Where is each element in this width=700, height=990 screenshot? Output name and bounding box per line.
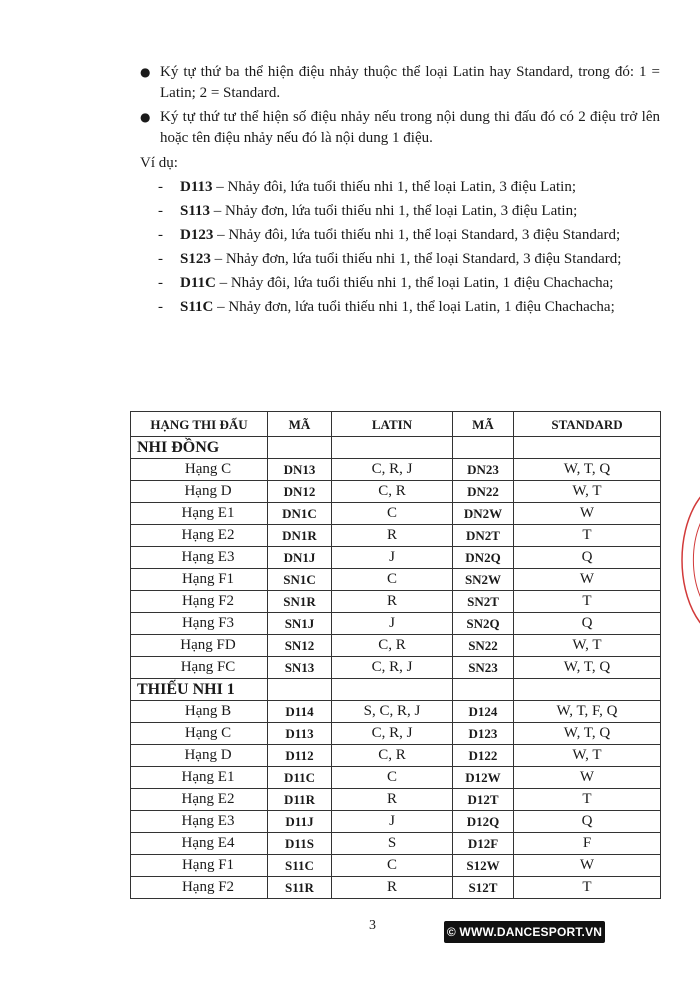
level-cell: Hạng D — [131, 745, 268, 767]
latin-code-cell: SN13 — [268, 657, 332, 679]
table-row — [131, 855, 661, 877]
standard-dances-cell: T — [514, 591, 661, 613]
example-text — [180, 297, 660, 318]
latin-code-cell: SN12 — [268, 635, 332, 657]
example-item — [140, 273, 660, 294]
latin-dances-cell: S, C, R, J — [332, 701, 453, 723]
standard-dances-cell: W, T — [514, 745, 661, 767]
level-cell: Hạng E1 — [131, 503, 268, 525]
standard-code-cell: D12F — [453, 833, 514, 855]
example-text — [180, 225, 660, 246]
standard-dances-cell: W, T — [514, 481, 661, 503]
dash-marker: - — [158, 299, 163, 315]
table-row — [131, 723, 661, 745]
latin-code-cell: D112 — [268, 745, 332, 767]
example-desc: – Nhảy đôi, lứa tuổi thiếu nhi 1, thể loại Latin, 3 điệu Latin; — [212, 179, 576, 195]
latin-dances-cell: C, R — [332, 635, 453, 657]
example-code: S113 — [180, 203, 211, 219]
standard-code-cell: DN2Q — [453, 547, 514, 569]
latin-code-cell: D11C — [268, 767, 332, 789]
standard-code-cell: D12T — [453, 789, 514, 811]
dash-marker: - — [158, 251, 163, 267]
standard-code-cell: DN2T — [453, 525, 514, 547]
empty-cell — [453, 679, 514, 701]
example-desc: – Nhảy đôi, lứa tuổi thiếu nhi 1, thể loại Standard, 3 điệu Standard; — [213, 227, 621, 243]
latin-dances-cell: R — [332, 789, 453, 811]
standard-code-cell: S12T — [453, 877, 514, 899]
example-code: D11C — [180, 275, 216, 291]
empty-cell — [453, 437, 514, 459]
example-list — [140, 177, 660, 318]
standard-dances-cell: W — [514, 855, 661, 877]
standard-dances-cell: Q — [514, 613, 661, 635]
example-code: D123 — [180, 227, 214, 243]
header-category: HẠNG THI ĐẤU — [131, 412, 268, 437]
example-desc: – Nhảy đơn, lứa tuổi thiếu nhi 1, thể loại Latin, 1 điệu Chachacha; — [213, 299, 615, 315]
latin-dances-cell: C — [332, 569, 453, 591]
bullet-item: ● Ký tự thứ tư thể hiện số điệu nhảy nếu trong nội dung thi đấu đó có 2 điệu trở lên hoặc tên điệu nhảy nếu đó là nội dung 1 điệu. — [140, 107, 660, 149]
page-number: 3 — [369, 918, 376, 933]
level-cell: Hạng F2 — [131, 591, 268, 613]
empty-cell — [268, 437, 332, 459]
example-text — [180, 177, 660, 198]
level-cell: Hạng E3 — [131, 547, 268, 569]
example-desc: – Nhảy đôi, lứa tuổi thiếu nhi 1, thể loại Latin, 1 điệu Chachacha; — [215, 275, 614, 291]
standard-dances-cell: W — [514, 503, 661, 525]
intro-section — [140, 62, 660, 318]
latin-dances-cell: C — [332, 855, 453, 877]
level-cell: Hạng E1 — [131, 767, 268, 789]
example-item — [140, 201, 660, 222]
standard-dances-cell: W — [514, 767, 661, 789]
header-standard: STANDARD — [514, 412, 661, 437]
latin-code-cell: SN1C — [268, 569, 332, 591]
bullet-item: ● Ký tự thứ ba thể hiện điệu nhảy thuộc thể loại Latin hay Standard, trong đó: 1 = Latin; 2 = Standard. — [140, 62, 660, 104]
table-row — [131, 481, 661, 503]
level-cell: Hạng B — [131, 701, 268, 723]
table-row — [131, 767, 661, 789]
level-cell: Hạng F3 — [131, 613, 268, 635]
latin-dances-cell: J — [332, 811, 453, 833]
latin-dances-cell: R — [332, 525, 453, 547]
standard-dances-cell: Q — [514, 547, 661, 569]
standard-dances-cell: W, T, Q — [514, 459, 661, 481]
standard-code-cell: D123 — [453, 723, 514, 745]
table-row — [131, 635, 661, 657]
level-cell: Hạng D — [131, 481, 268, 503]
empty-cell — [332, 679, 453, 701]
empty-cell — [514, 437, 661, 459]
group-row — [131, 679, 661, 701]
example-code: S123 — [180, 251, 211, 267]
example-desc: – Nhảy đơn, lứa tuổi thiếu nhi 1, thể loại Standard, 3 điệu Standard; — [210, 251, 622, 267]
latin-dances-cell: C — [332, 767, 453, 789]
latin-dances-cell: C, R — [332, 481, 453, 503]
latin-dances-cell: R — [332, 877, 453, 899]
latin-code-cell: SN1J — [268, 613, 332, 635]
standard-dances-cell: Q — [514, 811, 661, 833]
group-row — [131, 437, 661, 459]
latin-code-cell: DN12 — [268, 481, 332, 503]
latin-code-cell: S11R — [268, 877, 332, 899]
dash-marker: - — [158, 275, 163, 291]
latin-code-cell: DN1J — [268, 547, 332, 569]
latin-dances-cell: S — [332, 833, 453, 855]
standard-code-cell: SN23 — [453, 657, 514, 679]
standard-dances-cell: W — [514, 569, 661, 591]
category-table — [130, 411, 661, 899]
level-cell: Hạng FC — [131, 657, 268, 679]
group-name: NHI ĐỒNG — [131, 437, 268, 459]
example-text — [180, 201, 660, 222]
latin-dances-cell: J — [332, 613, 453, 635]
table-header-row — [131, 412, 661, 437]
standard-code-cell: DN22 — [453, 481, 514, 503]
table-row — [131, 613, 661, 635]
level-cell: Hạng C — [131, 459, 268, 481]
example-code: D113 — [180, 179, 213, 195]
level-cell: Hạng E2 — [131, 789, 268, 811]
table-row — [131, 811, 661, 833]
table-row — [131, 569, 661, 591]
example-item — [140, 249, 660, 270]
standard-code-cell: SN2Q — [453, 613, 514, 635]
table-row — [131, 833, 661, 855]
watermark-badge: © WWW.DANCESPORT.VN — [444, 921, 605, 943]
table-row — [131, 701, 661, 723]
table-row — [131, 525, 661, 547]
latin-dances-cell: C, R, J — [332, 459, 453, 481]
standard-dances-cell: T — [514, 789, 661, 811]
dash-marker: - — [158, 179, 163, 195]
table-row — [131, 877, 661, 899]
standard-dances-cell: F — [514, 833, 661, 855]
standard-code-cell: SN22 — [453, 635, 514, 657]
empty-cell — [332, 437, 453, 459]
table-row — [131, 745, 661, 767]
latin-code-cell: DN1C — [268, 503, 332, 525]
example-code: S11C — [180, 299, 214, 315]
standard-code-cell: D124 — [453, 701, 514, 723]
latin-code-cell: D113 — [268, 723, 332, 745]
latin-code-cell: DN1R — [268, 525, 332, 547]
standard-dances-cell: W, T — [514, 635, 661, 657]
header-latin-code: MÃ — [268, 412, 332, 437]
latin-code-cell: S11C — [268, 855, 332, 877]
standard-dances-cell: T — [514, 877, 661, 899]
latin-code-cell: D11J — [268, 811, 332, 833]
level-cell: Hạng F1 — [131, 569, 268, 591]
table-row — [131, 547, 661, 569]
standard-dances-cell: T — [514, 525, 661, 547]
table-row — [131, 591, 661, 613]
standard-code-cell: DN23 — [453, 459, 514, 481]
level-cell: Hạng FD — [131, 635, 268, 657]
header-latin: LATIN — [332, 412, 453, 437]
latin-dances-cell: C — [332, 503, 453, 525]
example-desc: – Nhảy đơn, lứa tuổi thiếu nhi 1, thể loại Latin, 3 điệu Latin; — [210, 203, 578, 219]
standard-code-cell: DN2W — [453, 503, 514, 525]
standard-code-cell: SN2T — [453, 591, 514, 613]
level-cell: Hạng F1 — [131, 855, 268, 877]
standard-code-cell: S12W — [453, 855, 514, 877]
bullet-icon: ● — [140, 110, 151, 124]
latin-dances-cell: J — [332, 547, 453, 569]
level-cell: Hạng F2 — [131, 877, 268, 899]
level-cell: Hạng E2 — [131, 525, 268, 547]
header-standard-code: MÃ — [453, 412, 514, 437]
standard-dances-cell: W, T, Q — [514, 657, 661, 679]
latin-code-cell: DN13 — [268, 459, 332, 481]
standard-code-cell: D12W — [453, 767, 514, 789]
dash-marker: - — [158, 227, 163, 243]
example-item — [140, 297, 660, 318]
example-text — [180, 273, 660, 294]
latin-dances-cell: C, R — [332, 745, 453, 767]
table-row — [131, 459, 661, 481]
latin-code-cell: SN1R — [268, 591, 332, 613]
empty-cell — [268, 679, 332, 701]
empty-cell — [514, 679, 661, 701]
latin-dances-cell: C, R, J — [332, 657, 453, 679]
standard-code-cell: D12Q — [453, 811, 514, 833]
example-text — [180, 249, 660, 270]
level-cell: Hạng C — [131, 723, 268, 745]
latin-dances-cell: R — [332, 591, 453, 613]
example-item — [140, 225, 660, 246]
latin-code-cell: D114 — [268, 701, 332, 723]
bullet-icon: ● — [140, 65, 151, 79]
standard-dances-cell: W, T, F, Q — [514, 701, 661, 723]
example-item — [140, 177, 660, 198]
example-heading: Ví dụ: — [140, 155, 178, 171]
dash-marker: - — [158, 203, 163, 219]
standard-code-cell: SN2W — [453, 569, 514, 591]
latin-code-cell: D11S — [268, 833, 332, 855]
latin-code-cell: D11R — [268, 789, 332, 811]
red-stamp-icon — [672, 470, 700, 650]
level-cell: Hạng E4 — [131, 833, 268, 855]
standard-code-cell: D122 — [453, 745, 514, 767]
level-cell: Hạng E3 — [131, 811, 268, 833]
table-row — [131, 503, 661, 525]
standard-dances-cell: W, T, Q — [514, 723, 661, 745]
group-name: THIẾU NHI 1 — [131, 679, 268, 701]
latin-dances-cell: C, R, J — [332, 723, 453, 745]
table-row — [131, 789, 661, 811]
table-row — [131, 657, 661, 679]
